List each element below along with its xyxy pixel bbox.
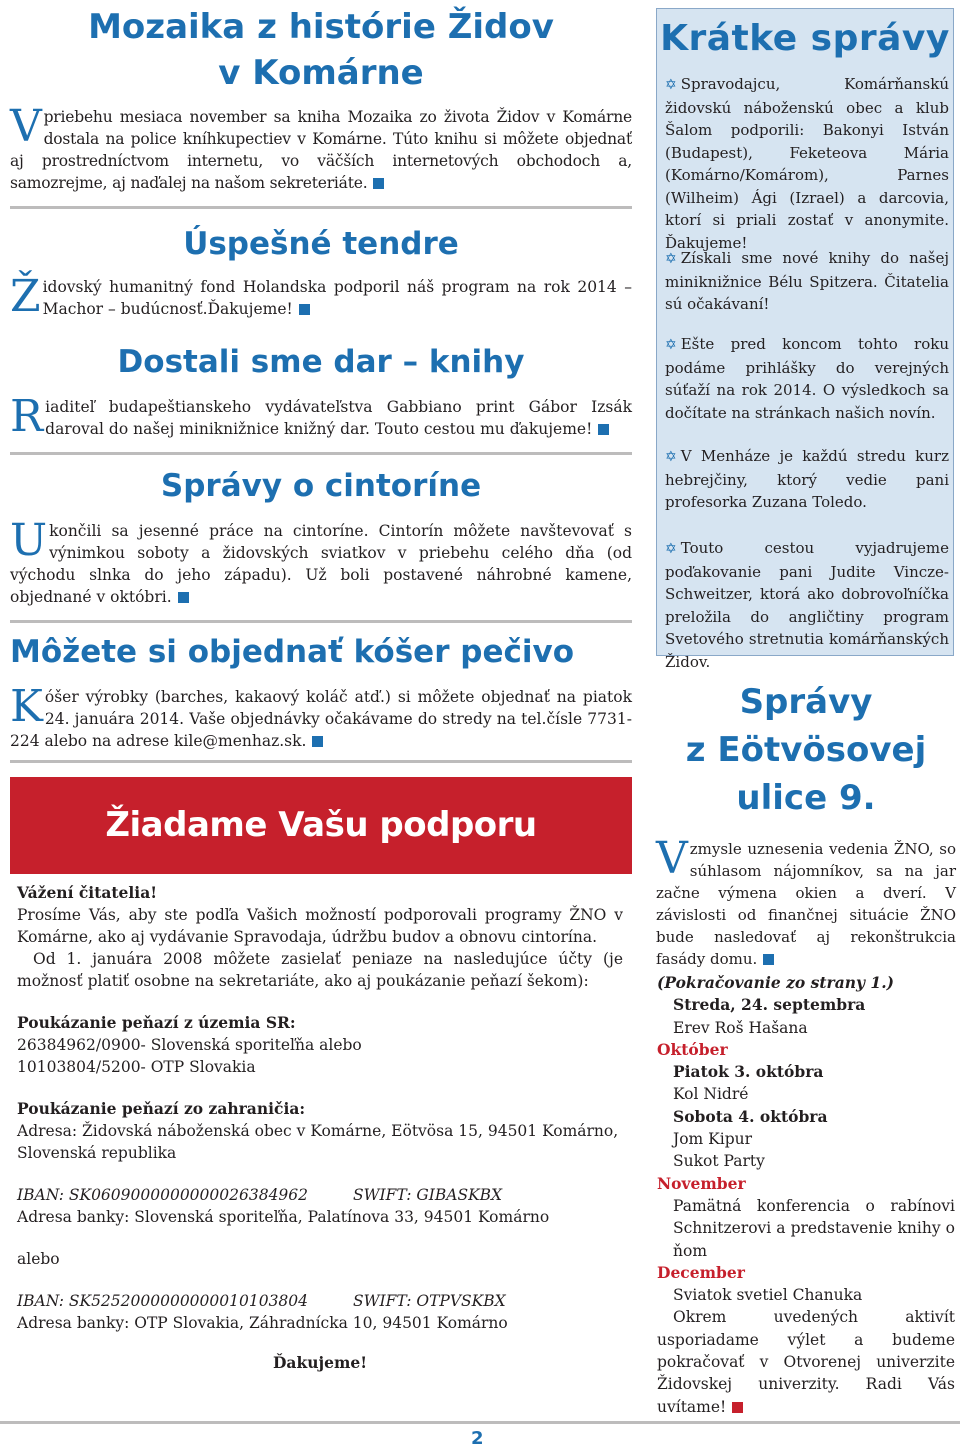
- calendar-month: November: [657, 1173, 746, 1193]
- dar-title: Dostali sme dar – knihy: [117, 344, 525, 380]
- koser-body: óšer výrobky (barches, kakaový koláč atď.) si môžete objednať na piatok 24. januára 2014. Vaše objednávky očakávame do stredy na tel.čísle 7731-224 alebo na adrese kile@menhaz.sk.: [10, 688, 632, 750]
- cintorin-text: [10, 515, 632, 608]
- eotvos-text: [656, 833, 956, 970]
- news-item-text: Ešte pred koncom tohto roku podáme prihlášky do verejných súťaží na rok 2014. O výsledkoch sa dočítate na stránkach našich novín.: [665, 335, 949, 422]
- end-square-icon: [763, 954, 774, 965]
- mozaika-title-line2: v Komárne: [218, 53, 424, 93]
- calendar-closing: [657, 1306, 955, 1417]
- end-square-icon: [178, 592, 189, 603]
- news-item: [665, 445, 949, 514]
- calendar-event: Erev Roš Hašana: [673, 1018, 808, 1037]
- news-box: [656, 8, 954, 671]
- divider: [10, 620, 632, 623]
- calendar-event: Jom Kipur: [673, 1130, 753, 1149]
- koser-dropcap: K: [10, 681, 43, 732]
- divider: [10, 206, 632, 209]
- news-item-text: Spravodajcu, Komárňanskú židovskú náboženskú obec a klub Šalom podporili: Bakonyi István (Budapest), Feketeova Mária (Komárno/Komárom), Parnes (Wilheim) Ági (Izrael) a darcovia, ktorí si priali zostať v anonymite. Ďakujeme!: [665, 75, 949, 252]
- dar-section: [10, 342, 632, 455]
- support-p2: Od 1. januára 2008 môžete zasielať peniaze na nasledujúce účty (je možnosť platiť osobne na sekretariáte, ako aj poukázanie peňazí šekom):: [17, 950, 623, 990]
- cintorin-section: [10, 466, 632, 623]
- end-square-icon: [312, 736, 323, 747]
- support-thanks: Ďakujeme!: [272, 1353, 368, 1372]
- end-square-icon: [598, 424, 609, 435]
- koser-section: [10, 632, 632, 763]
- mozaika-body: priebehu mesiaca november sa kniha Mozaika zo života Židov v Komárne dostala na police kníhkupectiev v Komárne. Túto knihu si môžete objednať aj prostredníctvom internetu, vo väčších internetových obchodoch a, samozrejme, aj naďalej na našom sekreteriáte.: [10, 108, 632, 192]
- tendre-section: [10, 224, 632, 320]
- support-iban1: IBAN: SK0609000000000026384962: [17, 1186, 309, 1204]
- support-p1: Prosíme Vás, aby ste podľa Vašich možností podporovali programy ŽNO v Komárne, ako aj vydávanie Spravodaja, údržbu budov a obnovu cintorína.: [17, 906, 623, 946]
- star-of-david-icon: ✡: [665, 77, 677, 93]
- cintorin-dropcap: U: [10, 515, 48, 566]
- mozaika-title-line1: Mozaika z histórie Židov: [88, 7, 554, 47]
- eotvos-dropcap: V: [656, 833, 688, 884]
- footer-rule: [0, 1421, 960, 1424]
- star-of-david-icon: ✡: [665, 541, 677, 557]
- news-title: Krátke správy: [660, 18, 950, 59]
- end-square-icon: [373, 178, 384, 189]
- cintorin-title: Správy o cintoríne: [160, 468, 482, 504]
- support-bank2: Adresa banky: OTP Slovakia, Záhradnícka 10, 94501 Komárno: [17, 1314, 508, 1332]
- tendre-body: idovský humanitný fond Holandska podporil náš program na rok 2014 – Machor – budúcnosť.Ďakujeme!: [42, 278, 632, 318]
- end-square-icon: [732, 1402, 743, 1413]
- calendar-date: Sobota 4. októbra: [673, 1106, 828, 1126]
- news-item-text: Získali sme nové knihy do našej miniknižnice Bélu Spitzera. Čitatelia sú očakávaní!: [665, 249, 949, 313]
- support-sr-account1: 26384962/0900- Slovenská sporiteľňa alebo: [17, 1036, 362, 1054]
- calendar-month: Október: [657, 1039, 728, 1059]
- support-sr-account2: 10103804/5200- OTP Slovakia: [17, 1058, 256, 1076]
- support-iban1-row: [17, 1184, 623, 1206]
- calendar-date: Piatok 3. októbra: [673, 1062, 824, 1082]
- calendar-event: Kol Nidré: [673, 1085, 749, 1104]
- koser-title: Môžete si objednať kóšer pečivo: [10, 634, 575, 670]
- page-number: 2: [471, 1428, 484, 1449]
- cintorin-body: končili sa jesenné práce na cintoríne. Cintorín môžete navštevovať s výnimkou soboty a židovských sviatkov v priebehu celého dňa (od východu slnka do jeho západu). Už boli postavené náhrobné kamene, objednané v októbri.: [10, 522, 632, 606]
- calendar-closing-text: Okrem uvedených aktivít usporiadame výlet a budeme pokračovať v Otvorenej univerzite Židovskej univerzity. Radi Vás uvítame!: [657, 1308, 955, 1416]
- tendre-dropcap: Ž: [10, 271, 41, 322]
- news-item-text: V Menháze je každú stredu kurz hebrejčiny, ktorý vedie pani profesorka Zuzana Toledo.: [665, 447, 949, 511]
- end-square-icon: [299, 304, 310, 315]
- calendar-month: December: [657, 1262, 745, 1282]
- eotvos-body: zmysle uznesenia vedenia ŽNO, so súhlasom nájomníkov, sa na jar začne výmena okien a dverí. V závislosti od finančnej situácie ŽNO bude nasledovať aj rekonštrukcia fasády domu.: [656, 840, 956, 968]
- support-sr-heading: Poukázanie peňazí z územia SR:: [17, 1013, 296, 1032]
- tendre-title: Úspešné tendre: [183, 226, 459, 262]
- divider: [10, 760, 632, 763]
- eotvos-title-line3: ulice 9.: [736, 778, 876, 818]
- mozaika-section: [10, 4, 632, 209]
- calendar-event: Sukot Party: [673, 1152, 765, 1171]
- calendar-event: Sviatok svetiel Chanuka: [673, 1286, 863, 1305]
- calendar-date: Streda, 24. septembra: [673, 995, 866, 1015]
- eotvos-section: [656, 678, 956, 970]
- eotvos-title-line2: z Eötvösovej: [685, 730, 927, 770]
- support-banner-title: Žiadame Vašu podporu: [105, 805, 537, 845]
- news-item-text: Touto cestou vyjadrujeme poďakovanie pani Judite Vincze-Schweitzer, ktorá ako dobrovoľníčka preložila do angličtiny program Svetového stretnutia komárňanských Židov.: [665, 539, 949, 671]
- support-body: [17, 882, 623, 1374]
- support-alebo: alebo: [17, 1250, 60, 1268]
- star-of-david-icon: ✡: [665, 337, 677, 353]
- dar-dropcap: R: [10, 391, 44, 442]
- news-item: [665, 537, 949, 673]
- mozaika-text: [10, 101, 632, 194]
- mozaika-dropcap: V: [10, 101, 42, 152]
- support-abroad-heading: Poukázanie peňazí zo zahraničia:: [17, 1099, 306, 1118]
- tendre-text: [10, 271, 632, 322]
- news-item: [665, 247, 949, 316]
- koser-text: [10, 681, 632, 752]
- support-iban2: IBAN: SK5252000000000010103804: [17, 1292, 309, 1310]
- divider: [10, 452, 632, 455]
- calendar: [657, 972, 955, 1418]
- support-greeting: Vážení čitatelia!: [17, 883, 158, 902]
- support-banner: [10, 777, 632, 874]
- eotvos-title-line1: Správy: [739, 682, 873, 722]
- support-abroad-address: Adresa: Židovská náboženská obec v Komárne, Eötvösa 15, 94501 Komárno, Slovenská republika: [17, 1122, 619, 1162]
- support-swift2: SWIFT: OTPVSKBX: [353, 1292, 506, 1310]
- support-bank1: Adresa banky: Slovenská sporiteľňa, Palatínova 33, 94501 Komárno: [17, 1208, 550, 1226]
- star-of-david-icon: ✡: [665, 251, 677, 267]
- support-iban2-row: [17, 1290, 623, 1312]
- calendar-continued: (Pokračovanie zo strany 1.): [657, 973, 894, 992]
- support-swift1: SWIFT: GIBASKBX: [353, 1186, 503, 1204]
- dar-text: [10, 391, 632, 442]
- news-item: [665, 333, 949, 424]
- calendar-event: Pamätná konferencia o rabínovi Schnitzerovi a predstavenie knihy o ňom: [673, 1196, 955, 1260]
- mozaika-title: [10, 4, 632, 96]
- star-of-david-icon: ✡: [665, 449, 677, 465]
- eotvos-title: [656, 678, 956, 822]
- news-item: [665, 73, 949, 254]
- dar-body: iaditeľ budapeštianskeho vydávateľstva Gabbiano print Gábor Izsák daroval do našej miniknižnice knižný dar. Touto cestou mu ďakujeme!: [45, 398, 632, 438]
